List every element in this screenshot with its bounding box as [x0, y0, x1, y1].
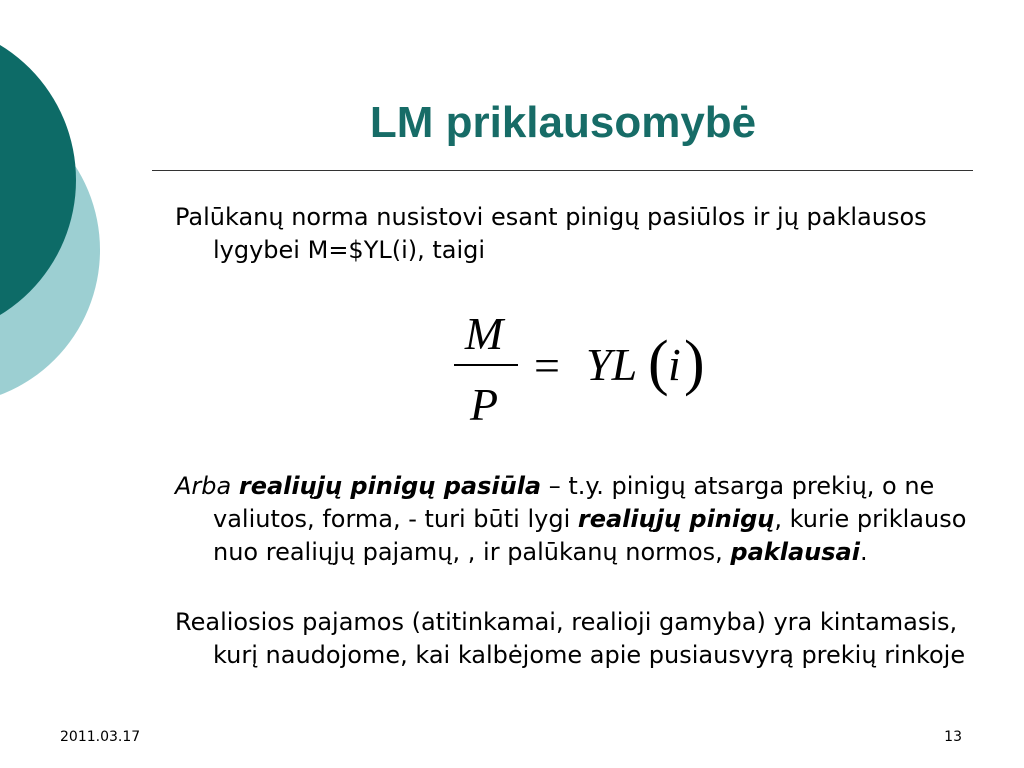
text-segment-3: . — [859, 538, 868, 566]
text-segment-1: – t.y. pinigų atsarga prekių, o ne valiutos, forma, - turi būti lygi — [213, 472, 935, 533]
title-divider — [152, 170, 973, 171]
slide-title: LM priklausomybė — [369, 98, 757, 147]
footer-date: 2011.03.17 — [60, 729, 141, 745]
text-segment-2: , kurie priklauso nuo realiųjų pajamų, , ir palūkanų normos, — [213, 505, 967, 566]
formula-numerator: M — [464, 308, 504, 359]
formula-denominator: P — [469, 379, 499, 430]
lm-formula — [448, 305, 718, 435]
paragraph-equilibrium: Palūkanų norma nusistovi esant pinigų pasiūlos ir jų paklausos lygybei M=$YL(i), taigi — [175, 203, 927, 264]
paragraph-real-income: Realiosios pajamos (atitinkamai, realioji gamyba) yra kintamasis, kurį naudojome, kai kalbėjome apie pusiausvyrą prekių rinkoje — [175, 608, 966, 669]
formula-equals: = — [534, 340, 560, 391]
formula-open-paren: ( — [648, 329, 669, 397]
term-demand: paklausai — [730, 538, 860, 566]
term-real-money-supply: realiųjų pinigų pasiūla — [238, 472, 542, 500]
footer-page-number: 13 — [944, 729, 962, 745]
term-real-money: realiųjų pinigų — [577, 505, 775, 533]
formula-close-paren: ) — [684, 329, 705, 397]
arba-word: Arba — [175, 472, 232, 500]
formula-rhs: YL — [586, 339, 638, 390]
space — [231, 472, 239, 500]
paragraph-real-money — [175, 470, 975, 569]
formula-argument: i — [668, 339, 681, 390]
